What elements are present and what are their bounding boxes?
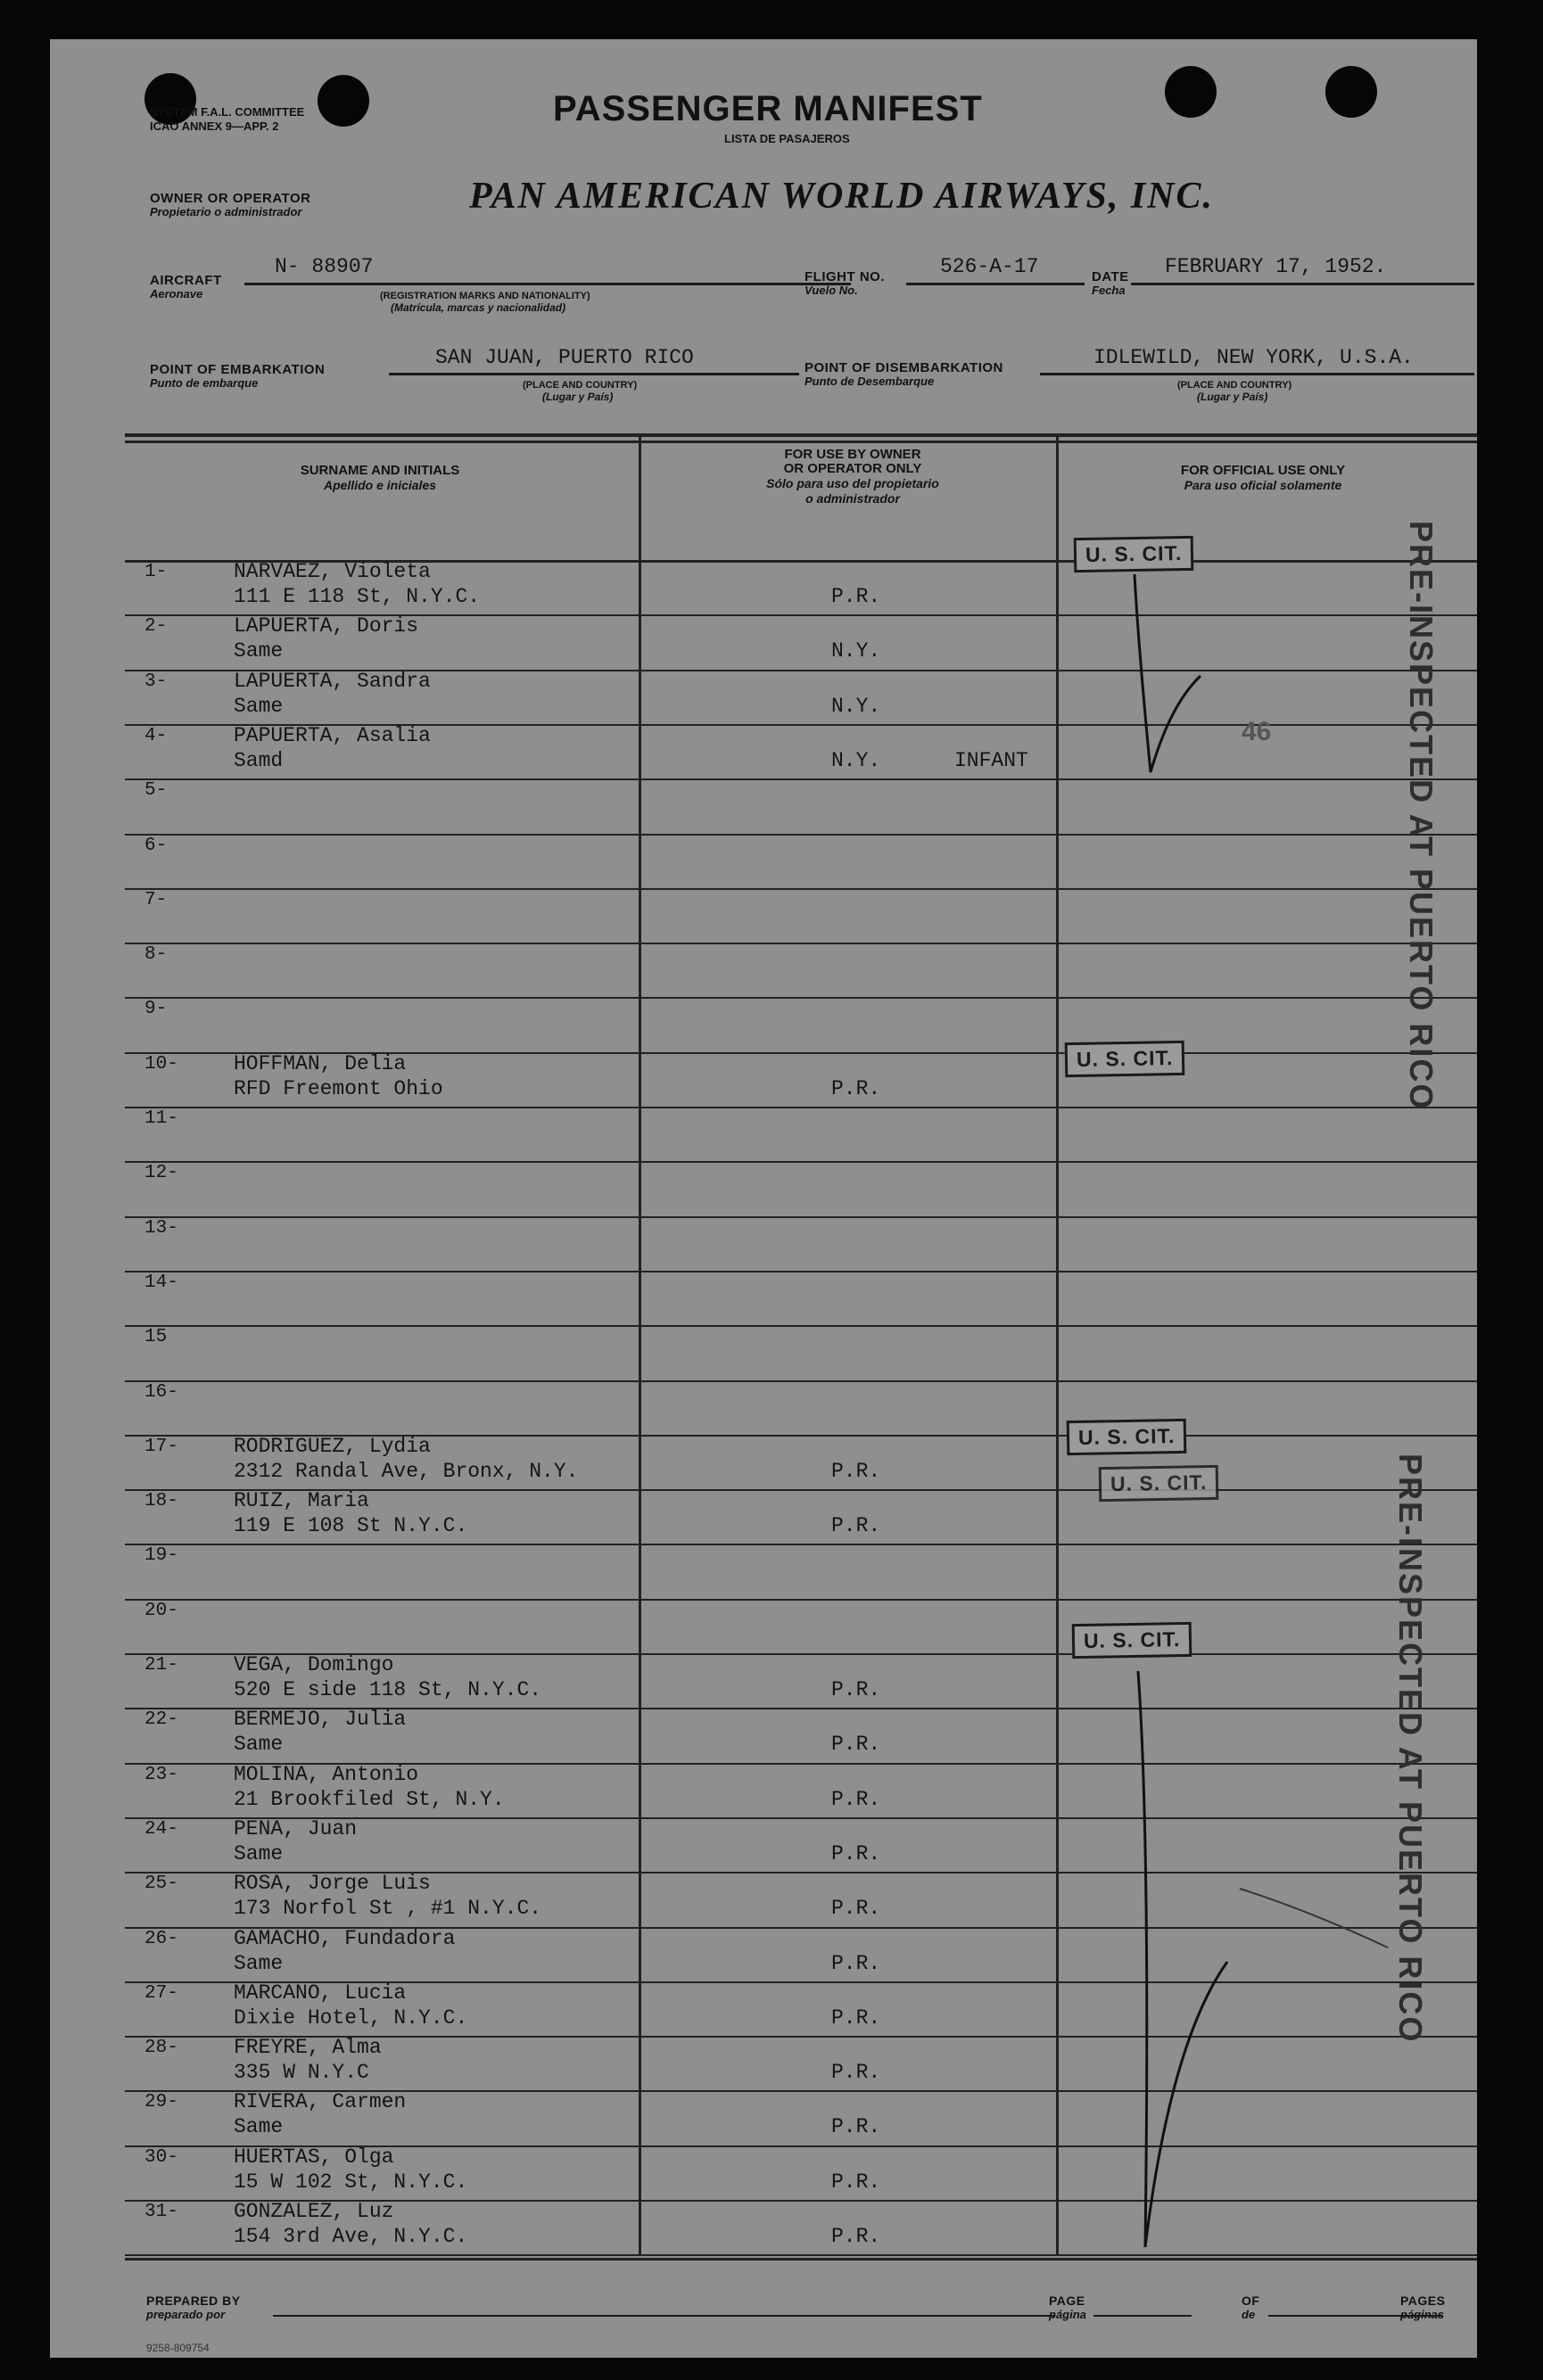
page-underline — [1093, 2315, 1192, 2317]
col-header-official-en: FOR OFFICIAL USE ONLY — [1180, 463, 1346, 478]
passenger-name: LAPUERTA, Doris — [234, 614, 419, 638]
row-number: 13- — [144, 1217, 178, 1239]
row-number: 5- — [144, 780, 168, 802]
row-number: 18- — [144, 1491, 178, 1512]
pages-label: PAGES — [1400, 2294, 1446, 2308]
committee-line-2: ICAO ANNEX 9—APP. 2 — [150, 119, 279, 133]
passenger-address: 15 W 102 St, N.Y.C. — [234, 2170, 468, 2194]
flight-label: FLIGHT NO. — [805, 269, 885, 284]
passenger-name: PENA, Juan — [234, 1816, 358, 1841]
row-number: 19- — [144, 1545, 178, 1567]
passenger-name: PAPUERTA, Asalia — [234, 723, 431, 747]
col-header-owner-es-2-text: o administrador — [805, 491, 900, 506]
of-label-es: de — [1242, 2308, 1256, 2321]
passenger-address: 21 Brookfiled St, N.Y. — [234, 1787, 505, 1811]
passenger-name: RIVERA, Carmen — [234, 2090, 407, 2114]
col-divider-1 — [639, 437, 641, 2256]
passenger-origin-code: P.R. — [831, 1076, 881, 1100]
row-line — [125, 997, 1477, 999]
embark-value: SAN JUAN, PUERTO RICO — [435, 346, 694, 369]
row-line — [125, 943, 1477, 944]
row-number: 1- — [144, 562, 168, 582]
row-number: 8- — [144, 944, 168, 966]
passenger-name: HOFFMAN, Delia — [234, 1051, 407, 1075]
row-line — [125, 1161, 1477, 1163]
passenger-name: GONZALEZ, Luz — [234, 2200, 394, 2223]
passenger-origin-code: P.R. — [831, 2005, 881, 2030]
row-number: 14- — [144, 1272, 178, 1293]
date-label: DATE — [1092, 269, 1129, 284]
row-line — [125, 888, 1477, 890]
passenger-address: 119 E 108 St N.Y.C. — [234, 1514, 468, 1538]
prepared-label: PREPARED BY — [146, 2294, 241, 2308]
passenger-name: NARVAEZ, Violeta — [234, 560, 431, 583]
passenger-name: GAMACHO, Fundadora — [234, 1926, 456, 1950]
passenger-address: Same — [234, 1733, 284, 1757]
pre-inspected-stamp-1: PRE-INSPECTED AT PUERTO RICO — [1403, 521, 1440, 1111]
passenger-name: MOLINA, Antonio — [234, 1762, 419, 1786]
passenger-name: VEGA, Domingo — [234, 1653, 394, 1676]
disembark-underline — [1040, 373, 1474, 375]
row-number: 27- — [144, 1982, 178, 2004]
passenger-name: BERMEJO, Julia — [234, 1708, 407, 1732]
aircraft-value: N- 88907 — [275, 255, 374, 278]
row-line — [125, 1599, 1477, 1601]
row-number: 30- — [144, 2146, 178, 2168]
embark-place-label-es: (Lugar y País) — [542, 391, 614, 403]
row-number: 11- — [144, 1108, 178, 1129]
passenger-name: LAPUERTA, Sandra — [234, 669, 431, 693]
row-number: 20- — [144, 1600, 178, 1621]
row-number: 9- — [144, 999, 168, 1020]
pencil-stroke — [1236, 1883, 1397, 1955]
date-underline — [1131, 283, 1474, 285]
passenger-origin-code: P.R. — [831, 585, 881, 608]
col-divider-2 — [1056, 437, 1059, 2256]
aircraft-label-es: Aeronave — [150, 287, 203, 301]
passenger-origin-code: P.R. — [831, 1678, 881, 1701]
registration-label: (REGISTRATION MARKS AND NATIONALITY) — [380, 291, 590, 301]
row-number: 10- — [144, 1053, 178, 1075]
passenger-address: Same — [234, 694, 284, 718]
form-number: 9258-809754 — [146, 2342, 210, 2354]
row-line — [125, 2254, 1477, 2256]
us-cit-stamp-3: U. S. CIT. — [1067, 1419, 1187, 1455]
check-mark-1 — [1129, 571, 1218, 785]
passenger-origin-code: P.R. — [831, 2225, 881, 2248]
passenger-address: Same — [234, 1951, 284, 1975]
row-line — [125, 1325, 1477, 1327]
passenger-address: RFD Freemont Ohio — [234, 1076, 443, 1100]
row-number: 12- — [144, 1163, 178, 1184]
aircraft-label: AIRCRAFT — [150, 273, 222, 288]
row-line — [125, 1544, 1477, 1545]
flight-value: 526-A-17 — [940, 255, 1039, 278]
row-number: 17- — [144, 1436, 178, 1457]
table-top-line-2 — [125, 441, 1477, 443]
passenger-address: 520 E side 118 St, N.Y.C. — [234, 1678, 542, 1701]
passenger-origin-code: P.R. — [831, 1841, 881, 1865]
flight-underline — [906, 283, 1085, 285]
col-header-owner-es-1-text: Sólo para uso del propietario — [766, 476, 939, 490]
passenger-note: INFANT — [954, 748, 1028, 772]
col-header-official-es — [1076, 478, 1450, 493]
manifest-sheet — [50, 39, 1477, 2358]
aircraft-underline — [244, 283, 851, 285]
row-number: 4- — [144, 725, 168, 746]
us-cit-stamp-1: U. S. CIT. — [1074, 536, 1194, 572]
table-top-line — [125, 433, 1477, 437]
page-label-es: página — [1049, 2308, 1086, 2321]
owner-label: OWNER OR OPERATOR — [150, 191, 311, 206]
page-title: PASSENGER MANIFEST — [553, 89, 983, 128]
passenger-address: 2312 Randal Ave, Bronx, N.Y. — [234, 1459, 579, 1483]
passenger-origin-code: N.Y. — [831, 639, 881, 663]
passenger-origin-code: P.R. — [831, 1733, 881, 1757]
embark-place-label: (PLACE AND COUNTRY) — [523, 380, 638, 391]
pre-inspected-stamp-2: PRE-INSPECTED AT PUERTO RICO — [1392, 1454, 1429, 2044]
us-cit-stamp-2: U. S. CIT. — [1065, 1041, 1185, 1077]
passenger-origin-code: N.Y. — [831, 694, 881, 718]
punch-hole-2 — [318, 75, 369, 127]
col-header-official-es-text: Para uso oficial solamente — [1184, 478, 1342, 492]
passenger-origin-code: P.R. — [831, 2115, 881, 2139]
us-cit-stamp-4: U. S. CIT. — [1099, 1465, 1219, 1502]
passenger-origin-code: N.Y. — [831, 748, 881, 772]
row-number: 31- — [144, 2202, 178, 2222]
passenger-address: Dixie Hotel, N.Y.C. — [234, 2005, 468, 2030]
passenger-address: 154 3rd Ave, N.Y.C. — [234, 2225, 468, 2248]
row-number: 26- — [144, 1928, 178, 1949]
passenger-origin-code: P.R. — [831, 1897, 881, 1921]
row-line — [125, 778, 1477, 780]
disembark-label: POINT OF DISEMBARKATION — [805, 360, 1003, 375]
owner-label-es: Propietario o administrador — [150, 205, 302, 218]
of-label: OF — [1242, 2294, 1260, 2308]
col-header-owner-es-1 — [674, 476, 1031, 491]
passenger-origin-code: P.R. — [831, 1514, 881, 1538]
passenger-origin-code: P.R. — [831, 1459, 881, 1483]
col-header-surname-es-text: Apellido e iniciales — [323, 478, 437, 492]
col-header-owner — [674, 448, 1031, 506]
embark-underline — [389, 373, 799, 375]
pages-label-es: páginas — [1400, 2308, 1445, 2321]
col-header-owner-1: FOR USE BY OWNER — [784, 447, 921, 462]
punch-hole-4 — [1325, 66, 1377, 118]
passenger-name: MARCANO, Lucia — [234, 1981, 407, 2005]
passenger-address: 111 E 118 St, N.Y.C. — [234, 585, 481, 608]
disembark-place-label-es: (Lugar y País) — [1197, 391, 1268, 403]
check-mark-2 — [1120, 1668, 1245, 2256]
us-cit-stamp-5: U. S. CIT. — [1072, 1622, 1192, 1659]
row-number: 29- — [144, 2092, 178, 2113]
passenger-address: Same — [234, 1841, 284, 1865]
passenger-address: Same — [234, 2115, 284, 2139]
row-number: 3- — [144, 671, 168, 692]
passenger-address: Same — [234, 639, 284, 663]
col-header-owner-2: OR OPERATOR ONLY — [783, 461, 922, 476]
row-number: 15 — [144, 1327, 168, 1348]
date-value: FEBRUARY 17, 1952. — [1165, 255, 1387, 278]
row-number: 23- — [144, 1764, 178, 1785]
page-subtitle: LISTA DE PASAJEROS — [724, 132, 850, 145]
operator-name: PAN AMERICAN WORLD AIRWAYS, INC. — [469, 176, 1215, 217]
col-header-owner-es-2 — [674, 491, 1031, 506]
row-number: 24- — [144, 1818, 178, 1840]
committee-line-1: SYSTEM F.A.L. COMMITTEE — [150, 105, 305, 119]
disembark-place-label: (PLACE AND COUNTRY) — [1177, 380, 1292, 391]
date-label-es: Fecha — [1092, 284, 1126, 297]
row-number: 7- — [144, 889, 168, 910]
table-bottom-line — [125, 2258, 1477, 2261]
prepared-label-es: preparado por — [146, 2308, 226, 2321]
col-header-surname-es — [184, 478, 576, 493]
registration-label-es: (Matrícula, marcas y nacionalidad) — [391, 301, 566, 314]
passenger-address: Samd — [234, 748, 284, 772]
passenger-name: RODRIGUEZ, Lydia — [234, 1434, 431, 1458]
flight-label-es: Vuelo No. — [805, 284, 858, 297]
row-line — [125, 1216, 1477, 1218]
passenger-address: 173 Norfol St , #1 N.Y.C. — [234, 1897, 542, 1921]
row-number: 22- — [144, 1709, 178, 1731]
page-label: PAGE — [1049, 2294, 1085, 2308]
col-header-surname-en: SURNAME AND INITIALS — [300, 463, 460, 478]
passenger-origin-code: P.R. — [831, 2061, 881, 2085]
disembark-value: IDLEWILD, NEW YORK, U.S.A. — [1093, 346, 1414, 369]
embark-label: POINT OF EMBARKATION — [150, 362, 326, 377]
prepared-underline — [273, 2315, 1054, 2317]
embark-label-es: Punto de embarque — [150, 376, 259, 390]
punch-hole-3 — [1165, 66, 1217, 118]
passenger-origin-code: P.R. — [831, 1787, 881, 1811]
col-header-surname — [184, 464, 576, 493]
row-line — [125, 1271, 1477, 1272]
row-number: 2- — [144, 616, 168, 638]
col-header-official — [1076, 464, 1450, 493]
passenger-address: 335 W N.Y.C — [234, 2061, 369, 2085]
row-number: 6- — [144, 835, 168, 856]
row-number: 21- — [144, 1655, 178, 1676]
row-number: 25- — [144, 1874, 178, 1895]
passenger-origin-code: P.R. — [831, 1951, 881, 1975]
row-line — [125, 1380, 1477, 1382]
pencil-mark: 46 — [1242, 717, 1272, 746]
disembark-label-es: Punto de Desembarque — [805, 375, 935, 388]
row-line — [125, 834, 1477, 836]
row-number: 28- — [144, 2038, 178, 2059]
passenger-origin-code: P.R. — [831, 2170, 881, 2194]
row-line — [125, 1107, 1477, 1108]
passenger-name: FREYRE, Alma — [234, 2036, 382, 2060]
passenger-name: HUERTAS, Olga — [234, 2145, 394, 2169]
passenger-name: RUIZ, Maria — [234, 1489, 369, 1513]
passenger-name: ROSA, Jorge Luis — [234, 1872, 431, 1896]
row-number: 16- — [144, 1381, 178, 1403]
